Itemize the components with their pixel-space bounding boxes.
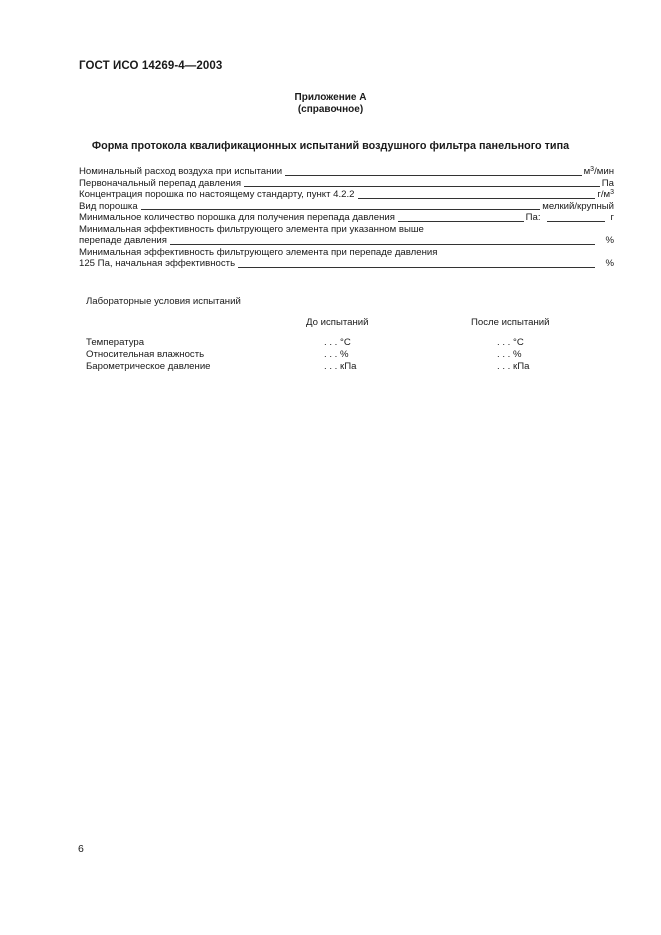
field-min-eff-2-label: Минимальная эффективность фильтрующего элемента при перепаде давления (79, 246, 438, 258)
lab-condition-row (86, 349, 556, 361)
fill-line (170, 236, 596, 245)
lab-conditions-title: Лабораторные условия испытаний (86, 296, 241, 307)
fill-line (358, 190, 596, 199)
field-min-eff-1-label: Минимальная эффективность фильтрующего элемента при указанном выше (79, 223, 424, 235)
field-dust-type-unit: мелкий/крупный (542, 200, 614, 212)
field-airflow-unit: $м^3$/мин (583, 166, 614, 177)
field-dust-type-label: Вид порошка (79, 200, 138, 212)
form-title: Форма протокола квалификационных испытаний воздушного фильтра панельного типа (91, 140, 570, 152)
field-min-eff-1-label2: перепаде давления (79, 235, 167, 246)
fill-line (398, 213, 524, 222)
field-min-eff-1-line1 (79, 224, 614, 236)
field-min-eff-2-line1 (79, 247, 614, 259)
protocol-fields (79, 166, 614, 270)
field-min-eff-1-unit: % (605, 235, 614, 246)
fill-line (238, 259, 595, 268)
lab-condition-row (86, 361, 556, 373)
page-number: 6 (78, 843, 84, 855)
fill-line (244, 178, 600, 187)
field-min-dust-unit: г (610, 212, 614, 223)
field-initial-pressure-label: Первоначальный перепад давления (79, 177, 242, 189)
field-dust-concentration-label: Концентрация порошка по настоящему стандарту, пункт 4.2.2 (79, 189, 355, 200)
condition-label: Барометрическое давление (86, 360, 211, 372)
field-dust-concentration (79, 189, 614, 201)
condition-after: . . . кПа (497, 360, 530, 372)
fill-line (141, 201, 541, 210)
condition-before: . . . °С (324, 337, 351, 348)
condition-label: Температура (86, 337, 145, 348)
field-initial-pressure-unit: Па (601, 177, 614, 189)
fill-line (547, 213, 605, 222)
field-initial-pressure (79, 178, 614, 190)
col-before-header: До испытаний (306, 317, 369, 328)
col-after-header: После испытаний (471, 317, 550, 328)
field-min-dust-label: Минимальное количество порошка для получения перепада давления (79, 212, 395, 223)
fill-line (285, 167, 581, 176)
lab-condition-row (86, 337, 556, 349)
condition-label: Относительная влажность (86, 348, 205, 360)
field-dust-concentration-unit: $г/м^3$ (597, 189, 614, 200)
annex-type: (справочное) (297, 104, 364, 115)
field-airflow (79, 166, 614, 178)
condition-after: . . . % (497, 348, 522, 360)
condition-before: . . . кПа (324, 360, 357, 372)
field-min-eff-2-label2: 125 Па, начальная эффективность (79, 258, 236, 269)
field-min-eff-2-line2 (79, 258, 614, 270)
annex-title: Приложение А (294, 92, 367, 103)
field-min-eff-2-unit: % (605, 258, 614, 269)
field-airflow-label: Номинальный расход воздуха при испытании (79, 166, 283, 177)
field-min-dust-mid: Па: (525, 212, 541, 223)
lab-conditions-table (86, 337, 556, 372)
field-min-dust (79, 212, 614, 224)
field-min-eff-1-line2 (79, 235, 614, 247)
condition-after: . . . °С (497, 337, 524, 348)
document-header: ГОСТ ИСО 14269-4—2003 (79, 60, 223, 72)
field-dust-type (79, 201, 614, 213)
condition-before: . . . % (324, 348, 349, 360)
